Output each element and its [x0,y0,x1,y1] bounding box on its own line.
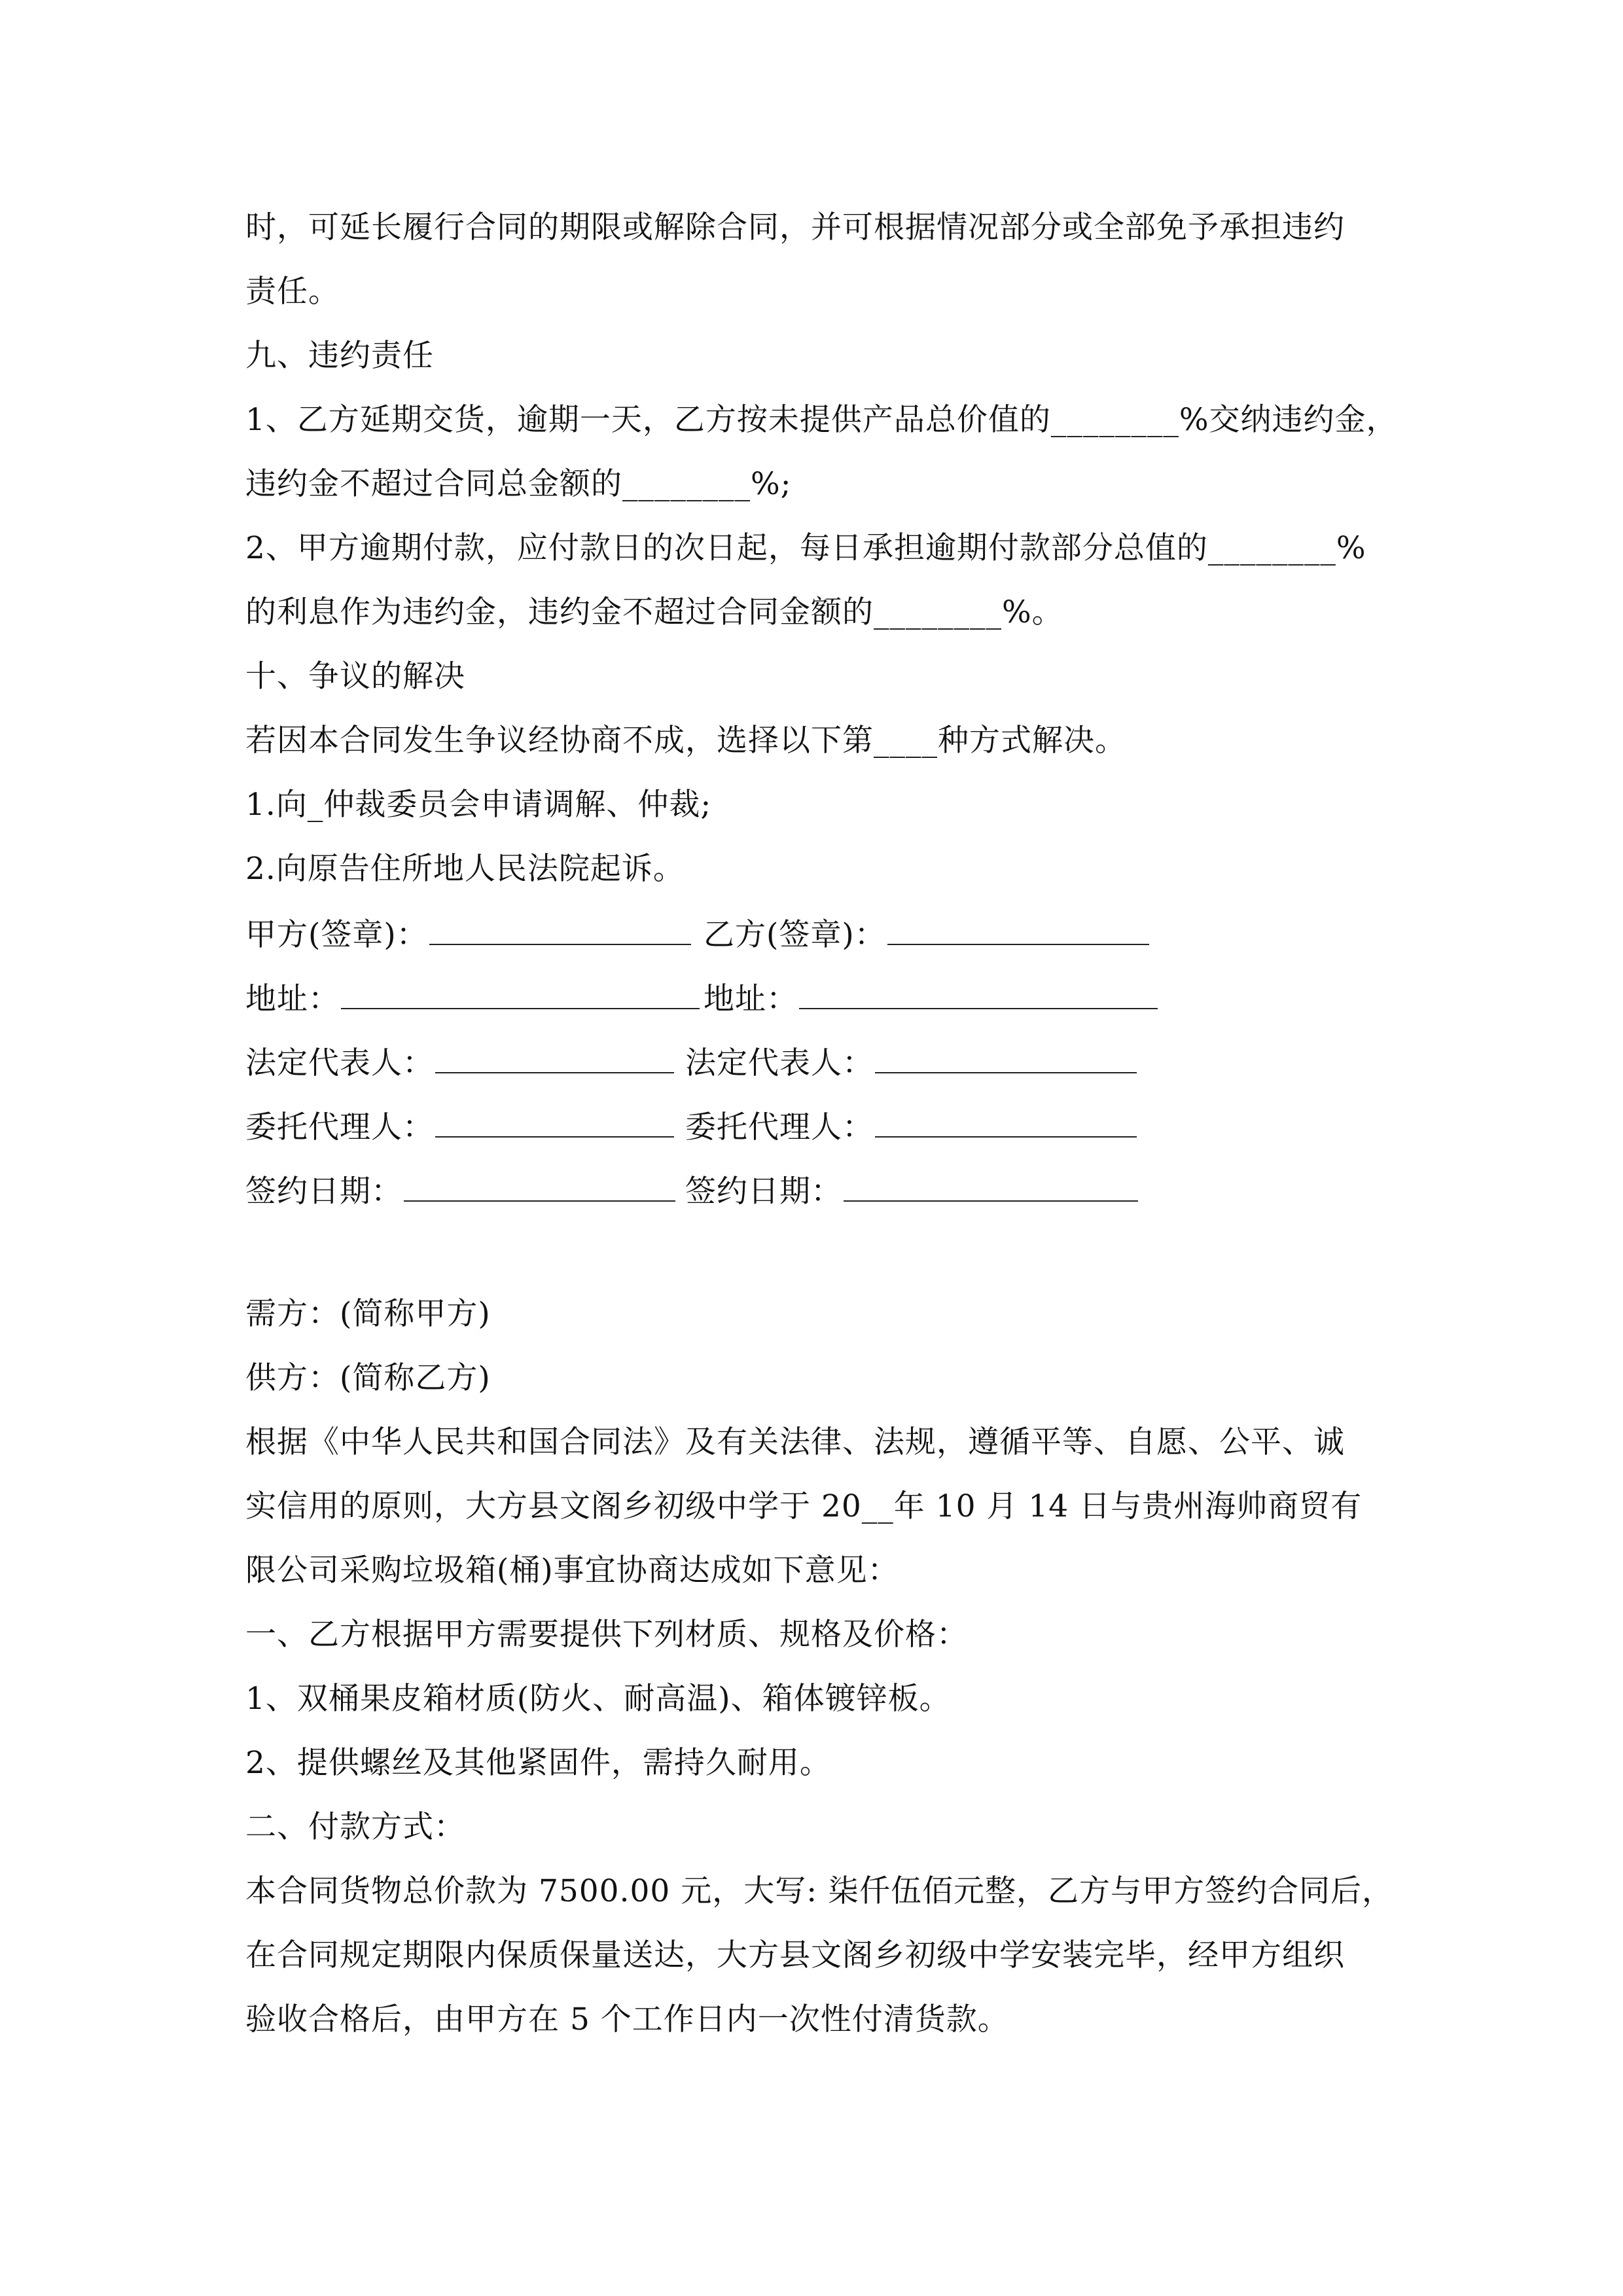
signature-row-date [245,1170,1162,1210]
party-b-legal-rep-blank [875,1042,1137,1073]
party-b-date-label: 签约日期： [685,1174,842,1210]
payment-line-3: 验收合格后，由甲方在 5 个工作日内一次性付清货款。 [245,2001,1009,2037]
party-a-legal-rep-label: 法定代表人： [245,1045,434,1081]
party-b-date-blank [844,1170,1138,1202]
clause-dispute-choice: 若因本合同发生争议经协商不成，选择以下第____种方式解决。 [245,723,1126,759]
party-a-seal-blank [429,914,691,945]
party-a-date-label: 签约日期： [245,1174,402,1210]
material-item-1: 1、双桶果皮箱材质(防火、耐高温)、箱体镀锌板。 [245,1681,951,1717]
preamble-line-1: 根据《中华人民共和国合同法》及有关法律、法规，遵循平等、自愿、公平、诚 [245,1424,1345,1460]
clause-late-payment: 2、甲方逾期付款，应付款日的次日起，每日承担逾期付款部分总值的________% [245,530,1366,566]
party-b-agent-blank [875,1106,1137,1138]
party-a-seal-label: 甲方(签章)： [245,917,428,953]
party-b-seal-blank [887,914,1149,945]
signature-row-legal-rep [245,1042,1162,1081]
material-item-2: 2、提供螺丝及其他紧固件，需持久耐用。 [245,1745,831,1781]
party-b-address-label: 地址： [704,981,798,1017]
payment-line-2: 在合同规定期限内保质保量送达，大方县文阁乡初级中学安装完毕，经甲方组织 [245,1937,1345,1973]
preamble-line-3: 限公司采购垃圾箱(桶)事宜协商达成如下意见： [245,1552,899,1588]
party-a-address-blank [341,978,700,1009]
section-heading-breach: 九、违约责任 [245,338,434,374]
party-b-seal-label: 乙方(签章)： [704,917,886,953]
dispute-option-court: 2.向原告住所地人民法院起诉。 [245,851,685,887]
party-b-address-blank [799,978,1158,1009]
preamble-line-2: 实信用的原则，大方县文阁乡初级中学于 20__年 10 月 14 日与贵州海帅商贸有 [245,1488,1363,1524]
clause-late-delivery-cap: 违约金不超过合同总金额的________%; [245,466,792,502]
section-heading-payment: 二、付款方式： [245,1809,465,1845]
party-a-legal-rep-blank [435,1042,674,1073]
payment-line-1: 本合同货物总价款为 7500.00 元，大写: 柒仟伍佰元整，乙方与甲方签约合同后， [245,1873,1394,1909]
party-a-address-label: 地址： [245,981,340,1017]
clause-late-payment-cap: 的利息作为违约金，违约金不超过合同金额的________%。 [245,594,1063,630]
supplier-party: 供方：(简称乙方) [245,1360,491,1396]
section-heading-dispute: 十、争议的解决 [245,658,465,694]
signature-row-agent [245,1106,1162,1145]
party-a-agent-label: 委托代理人： [245,1109,434,1145]
party-a-agent-blank [435,1106,674,1138]
section-heading-materials: 一、乙方根据甲方需要提供下列材质、规格及价格： [245,1617,968,1653]
party-b-agent-label: 委托代理人： [685,1109,874,1145]
buyer-party: 需方：(简称甲方) [245,1296,491,1332]
dispute-option-arbitration: 1.向_仲裁委员会申请调解、仲裁; [245,787,712,823]
paragraph-force-majeure-cont: 时，可延长履行合同的期限或解除合同，并可根据情况部分或全部免予承担违约 [245,209,1345,245]
clause-late-delivery: 1、乙方延期交货，逾期一天，乙方按未提供产品总价值的________%交纳违约金， [245,402,1398,438]
signature-row-address [245,978,1162,1017]
party-a-date-blank [404,1170,675,1202]
signature-row-seal [245,914,1162,953]
paragraph-liability-end: 责任。 [245,274,340,310]
party-b-legal-rep-label: 法定代表人： [685,1045,874,1081]
